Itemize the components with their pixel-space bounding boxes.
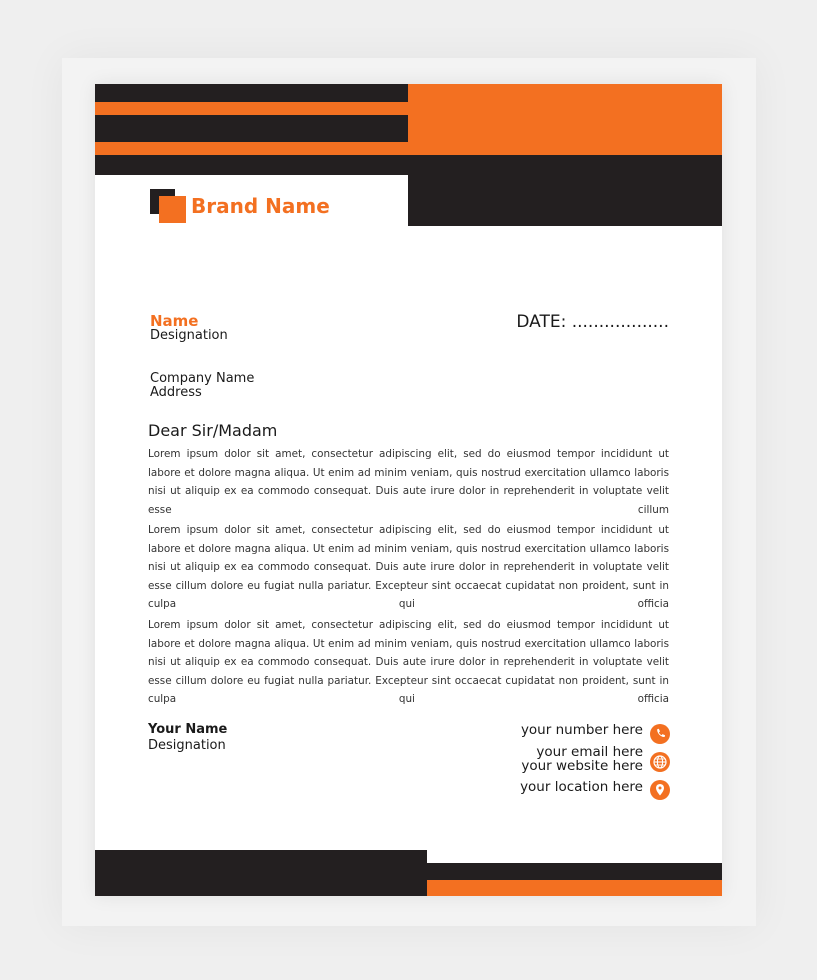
- header-block-orange: [408, 84, 722, 155]
- greeting: Dear Sir/Madam: [148, 421, 278, 440]
- contact-website: your website here: [521, 758, 643, 774]
- location-pin-icon: [650, 780, 670, 800]
- recipient-company: Company Name: [150, 371, 255, 386]
- header-strip-dark: [95, 155, 722, 175]
- body-paragraph-3: Lorem ipsum dolor sit amet, consectetur adipiscing elit, sed do eiusmod tempor incididunt ut labore et dolore magna aliqua. Ut enim ad minim veniam, quis nostrud exercitation ullamco laboris nisi ut aliquip ex ea commodo consequat. Duis aute irure dolor in reprehenderit in voluptate velit esse cillum dolore eu fugiat nulla pariatur. Excepteur sint occaecat cupidatat non proident, sunt in culpa qui officia: [148, 619, 669, 706]
- sender-name: Name: [150, 312, 199, 330]
- brand-name: Brand Name: [191, 194, 330, 218]
- body-paragraph-2: Lorem ipsum dolor sit amet, consectetur adipiscing elit, sed do eiusmod tempor incididunt ut labore et dolore magna aliqua. Ut enim ad minim veniam, quis nostrud exercitation ullamco laboris nisi ut aliquip ex ea commodo consequat. Duis aute irure dolor in reprehenderit in voluptate velit esse cillum dolore eu fugiat nulla pariatur. Excepteur sint occaecat cupidatat non proident, sunt in culpa qui officia: [148, 524, 669, 611]
- footer-bar-orange: [427, 880, 722, 896]
- date-field: DATE: ..................: [516, 312, 669, 332]
- contact-email: your email here: [536, 744, 643, 760]
- footer-bar-dark: [427, 863, 722, 880]
- phone-icon: [650, 724, 670, 744]
- letterhead-page: [95, 84, 722, 896]
- recipient-address: Address: [150, 385, 202, 400]
- logo-square-orange: [159, 196, 186, 223]
- signature-designation: Designation: [148, 738, 226, 753]
- header-bar-dark-1: [95, 84, 408, 102]
- body-paragraph-1: Lorem ipsum dolor sit amet, consectetur adipiscing elit, sed do eiusmod tempor incididunt ut labore et dolore magna aliqua. Ut enim ad minim veniam, quis nostrud exercitation ullamco laboris nisi ut aliquip ex ea commodo consequat. Duis aute irure dolor in reprehenderit in voluptate velit esse cillum: [148, 448, 669, 516]
- globe-icon: [650, 752, 670, 772]
- header-bar-orange-2: [95, 142, 408, 155]
- contact-phone: your number here: [520, 722, 643, 738]
- header-block-dark: [408, 175, 722, 226]
- header-bar-orange-1: [95, 102, 408, 115]
- header-bar-dark-2: [95, 115, 408, 142]
- footer-block-dark: [95, 850, 427, 896]
- signature-name: Your Name: [148, 722, 228, 737]
- contact-location: your location here: [520, 779, 643, 795]
- sender-designation: Designation: [150, 328, 228, 343]
